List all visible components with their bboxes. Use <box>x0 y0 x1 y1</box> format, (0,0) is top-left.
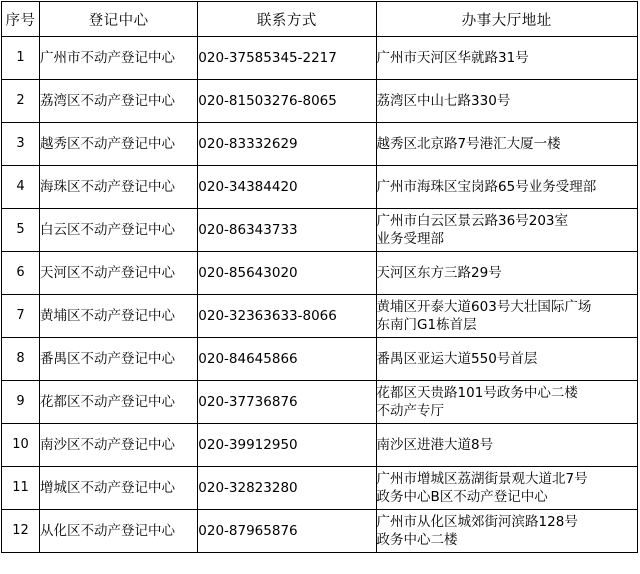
address-line-1: 广州市从化区城郊街河滨路128号 <box>376 514 578 530</box>
cell-index: 1 <box>2 37 40 80</box>
cell-index: 3 <box>2 123 40 166</box>
table-row <box>2 381 638 424</box>
address-line-2: 政务中心二楼 <box>376 532 458 548</box>
cell-center: 天河区不动产登记中心 <box>40 252 198 295</box>
address-line-2: 东南门G1栋首层 <box>376 317 477 333</box>
cell-index: 9 <box>2 381 40 424</box>
cell-address <box>376 424 637 467</box>
address-line-2: 政务中心B区不动产登记中心 <box>376 489 548 505</box>
table-row <box>2 209 638 252</box>
table-header-row <box>2 2 638 37</box>
address-line-1: 越秀区北京路7号港汇大厦一楼 <box>376 136 561 152</box>
column-header-address: 办事大厅地址 <box>376 2 637 37</box>
address-line-1: 广州市增城区荔湖街景观大道北7号 <box>376 471 588 487</box>
cell-center: 番禺区不动产登记中心 <box>40 338 198 381</box>
column-header-phone: 联系方式 <box>198 2 376 37</box>
column-header-index: 序号 <box>2 2 40 37</box>
cell-phone: 020-37736876 <box>198 381 376 424</box>
address-line-2: 不动产专厅 <box>376 403 445 419</box>
cell-index: 5 <box>2 209 40 252</box>
cell-index: 2 <box>2 80 40 123</box>
cell-index: 11 <box>2 467 40 510</box>
column-header-center: 登记中心 <box>40 2 198 37</box>
cell-address <box>376 123 637 166</box>
table-row <box>2 80 638 123</box>
cell-center: 荔湾区不动产登记中心 <box>40 80 198 123</box>
address-line-1: 花都区天贵路101号政务中心二楼 <box>376 385 578 401</box>
cell-address <box>376 338 637 381</box>
cell-center: 增城区不动产登记中心 <box>40 467 198 510</box>
cell-address <box>376 80 637 123</box>
table-row <box>2 424 638 467</box>
table-row <box>2 37 638 80</box>
cell-center: 从化区不动产登记中心 <box>40 510 198 553</box>
cell-address <box>376 166 637 209</box>
table-header <box>2 2 638 37</box>
cell-phone: 020-87965876 <box>198 510 376 553</box>
cell-phone: 020-81503276-8065 <box>198 80 376 123</box>
address-line-1: 荔湾区中山七路330号 <box>376 93 511 109</box>
cell-phone: 020-83332629 <box>198 123 376 166</box>
document-page <box>0 1 640 574</box>
address-line-1: 广州市天河区华就路31号 <box>376 50 529 66</box>
cell-phone: 020-32823280 <box>198 467 376 510</box>
cell-address <box>376 381 637 424</box>
address-line-1: 广州市白云区景云路36号203室 <box>376 213 568 229</box>
address-line-1: 广州市海珠区宝岗路65号业务受理部 <box>376 179 597 195</box>
table-body <box>2 37 638 553</box>
cell-address <box>376 37 637 80</box>
cell-index: 4 <box>2 166 40 209</box>
cell-phone: 020-85643020 <box>198 252 376 295</box>
table-row <box>2 295 638 338</box>
cell-index: 8 <box>2 338 40 381</box>
address-line-2: 业务受理部 <box>376 231 445 247</box>
cell-center: 越秀区不动产登记中心 <box>40 123 198 166</box>
cell-center: 海珠区不动产登记中心 <box>40 166 198 209</box>
cell-address <box>376 295 637 338</box>
cell-phone: 020-39912950 <box>198 424 376 467</box>
table-row <box>2 338 638 381</box>
cell-phone: 020-84645866 <box>198 338 376 381</box>
cell-phone: 020-34384420 <box>198 166 376 209</box>
cell-index: 12 <box>2 510 40 553</box>
table-row <box>2 123 638 166</box>
cell-address <box>376 510 637 553</box>
table-row <box>2 166 638 209</box>
cell-phone: 020-32363633-8066 <box>198 295 376 338</box>
cell-address <box>376 252 637 295</box>
cell-index: 7 <box>2 295 40 338</box>
cell-address <box>376 467 637 510</box>
table-row <box>2 252 638 295</box>
cell-index: 6 <box>2 252 40 295</box>
cell-index: 10 <box>2 424 40 467</box>
registration-centers-table <box>1 1 638 553</box>
cell-address <box>376 209 637 252</box>
table-row <box>2 510 638 553</box>
cell-center: 广州市不动产登记中心 <box>40 37 198 80</box>
address-line-1: 黄埔区开泰大道603号大壮国际广场 <box>376 299 592 315</box>
address-line-1: 番禺区亚运大道550号首层 <box>376 351 538 367</box>
address-line-1: 南沙区进港大道8号 <box>376 437 494 453</box>
cell-center: 南沙区不动产登记中心 <box>40 424 198 467</box>
address-line-1: 天河区东方三路29号 <box>376 265 502 281</box>
cell-center: 白云区不动产登记中心 <box>40 209 198 252</box>
cell-phone: 020-86343733 <box>198 209 376 252</box>
cell-center: 花都区不动产登记中心 <box>40 381 198 424</box>
cell-phone: 020-37585345-2217 <box>198 37 376 80</box>
cell-center: 黄埔区不动产登记中心 <box>40 295 198 338</box>
table-row <box>2 467 638 510</box>
